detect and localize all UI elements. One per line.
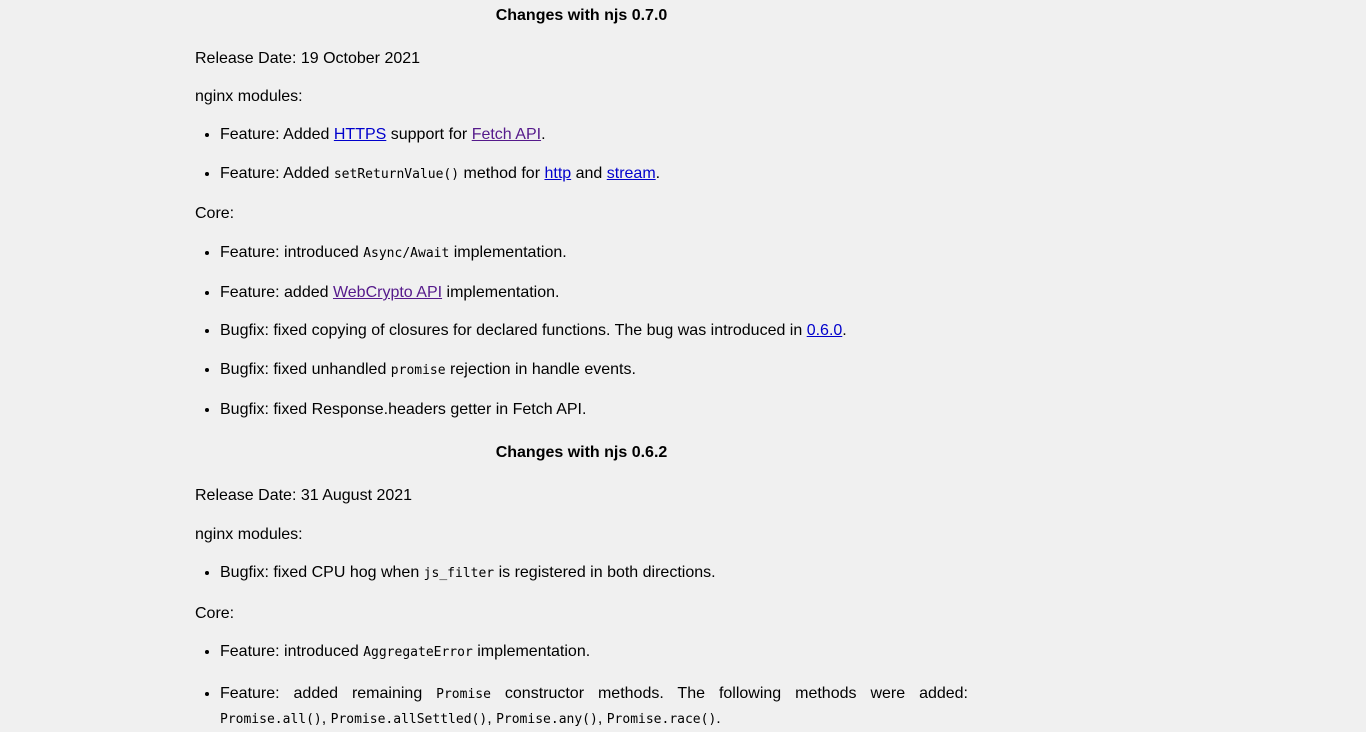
nginx-modules-list [195,563,968,584]
code-promise-race: Promise.race() [606,712,717,727]
changes-content [195,0,968,732]
release-date-0-7-0: Release Date: 19 October 2021 [195,50,421,67]
code-aggregateerror: AggregateError [363,645,473,660]
list-item: • Feature: introduced AggregateError implementation. [220,642,968,663]
version-0-6-0-link[interactable]: 0.6.0 [806,322,843,339]
code-promise-any: Promise.any() [496,712,598,727]
core-label: Core: [195,205,235,222]
code-js-filter: js_filter [423,566,495,581]
section-title-0-6-2: Changes with njs 0.6.2 [495,444,668,461]
list-item: • Bugfix: fixed Response.headers getter in Fetch API. [220,400,968,420]
nginx-modules-label: nginx modules: [195,88,303,105]
code-setreturnvalue: setReturnValue() [333,167,460,182]
section-title-0-7-0: Changes with njs 0.7.0 [495,7,668,24]
nginx-modules-list [195,125,968,185]
code-promise-all: Promise.all() [220,712,322,727]
list-item: • Feature: Added setReturnValue() method for http and stream. [220,164,968,185]
stream-link[interactable]: stream [606,165,656,182]
release-date-0-6-2: Release Date: 31 August 2021 [195,487,413,504]
list-item: • Bugfix: fixed CPU hog when js_filter is registered in both directions. [220,563,968,584]
webcrypto-api-link[interactable]: WebCrypto API [332,284,443,301]
core-list [195,642,968,732]
list-item: • Feature: Added HTTPS support for Fetch API. [220,125,968,145]
code-promise: promise [390,363,446,378]
list-item: • Feature: added remaining Promise constructor methods. The following methods were added: Promise.all(), Promise.allSettled(), Promise.any(), Promise.race(). [220,682,968,732]
code-async-await: Async/Await [363,246,450,261]
list-item: • Bugfix: fixed copying of closures for declared functions. The bug was introduced in 0.6.0. [220,321,968,341]
nginx-modules-label: nginx modules: [195,526,303,543]
http-link[interactable]: http [544,165,572,182]
core-list [195,243,968,420]
list-item: • Feature: added WebCrypto API implementation. [220,283,968,303]
core-label: Core: [195,605,235,622]
fetch-api-link[interactable]: Fetch API [471,126,542,143]
code-promise-ctor: Promise [436,687,491,702]
list-item: • Bugfix: fixed unhandled promise rejection in handle events. [220,360,968,381]
https-link[interactable]: HTTPS [333,126,387,143]
list-item: • Feature: introduced Async/Await implementation. [220,243,968,264]
code-promise-allsettled: Promise.allSettled() [330,712,488,727]
